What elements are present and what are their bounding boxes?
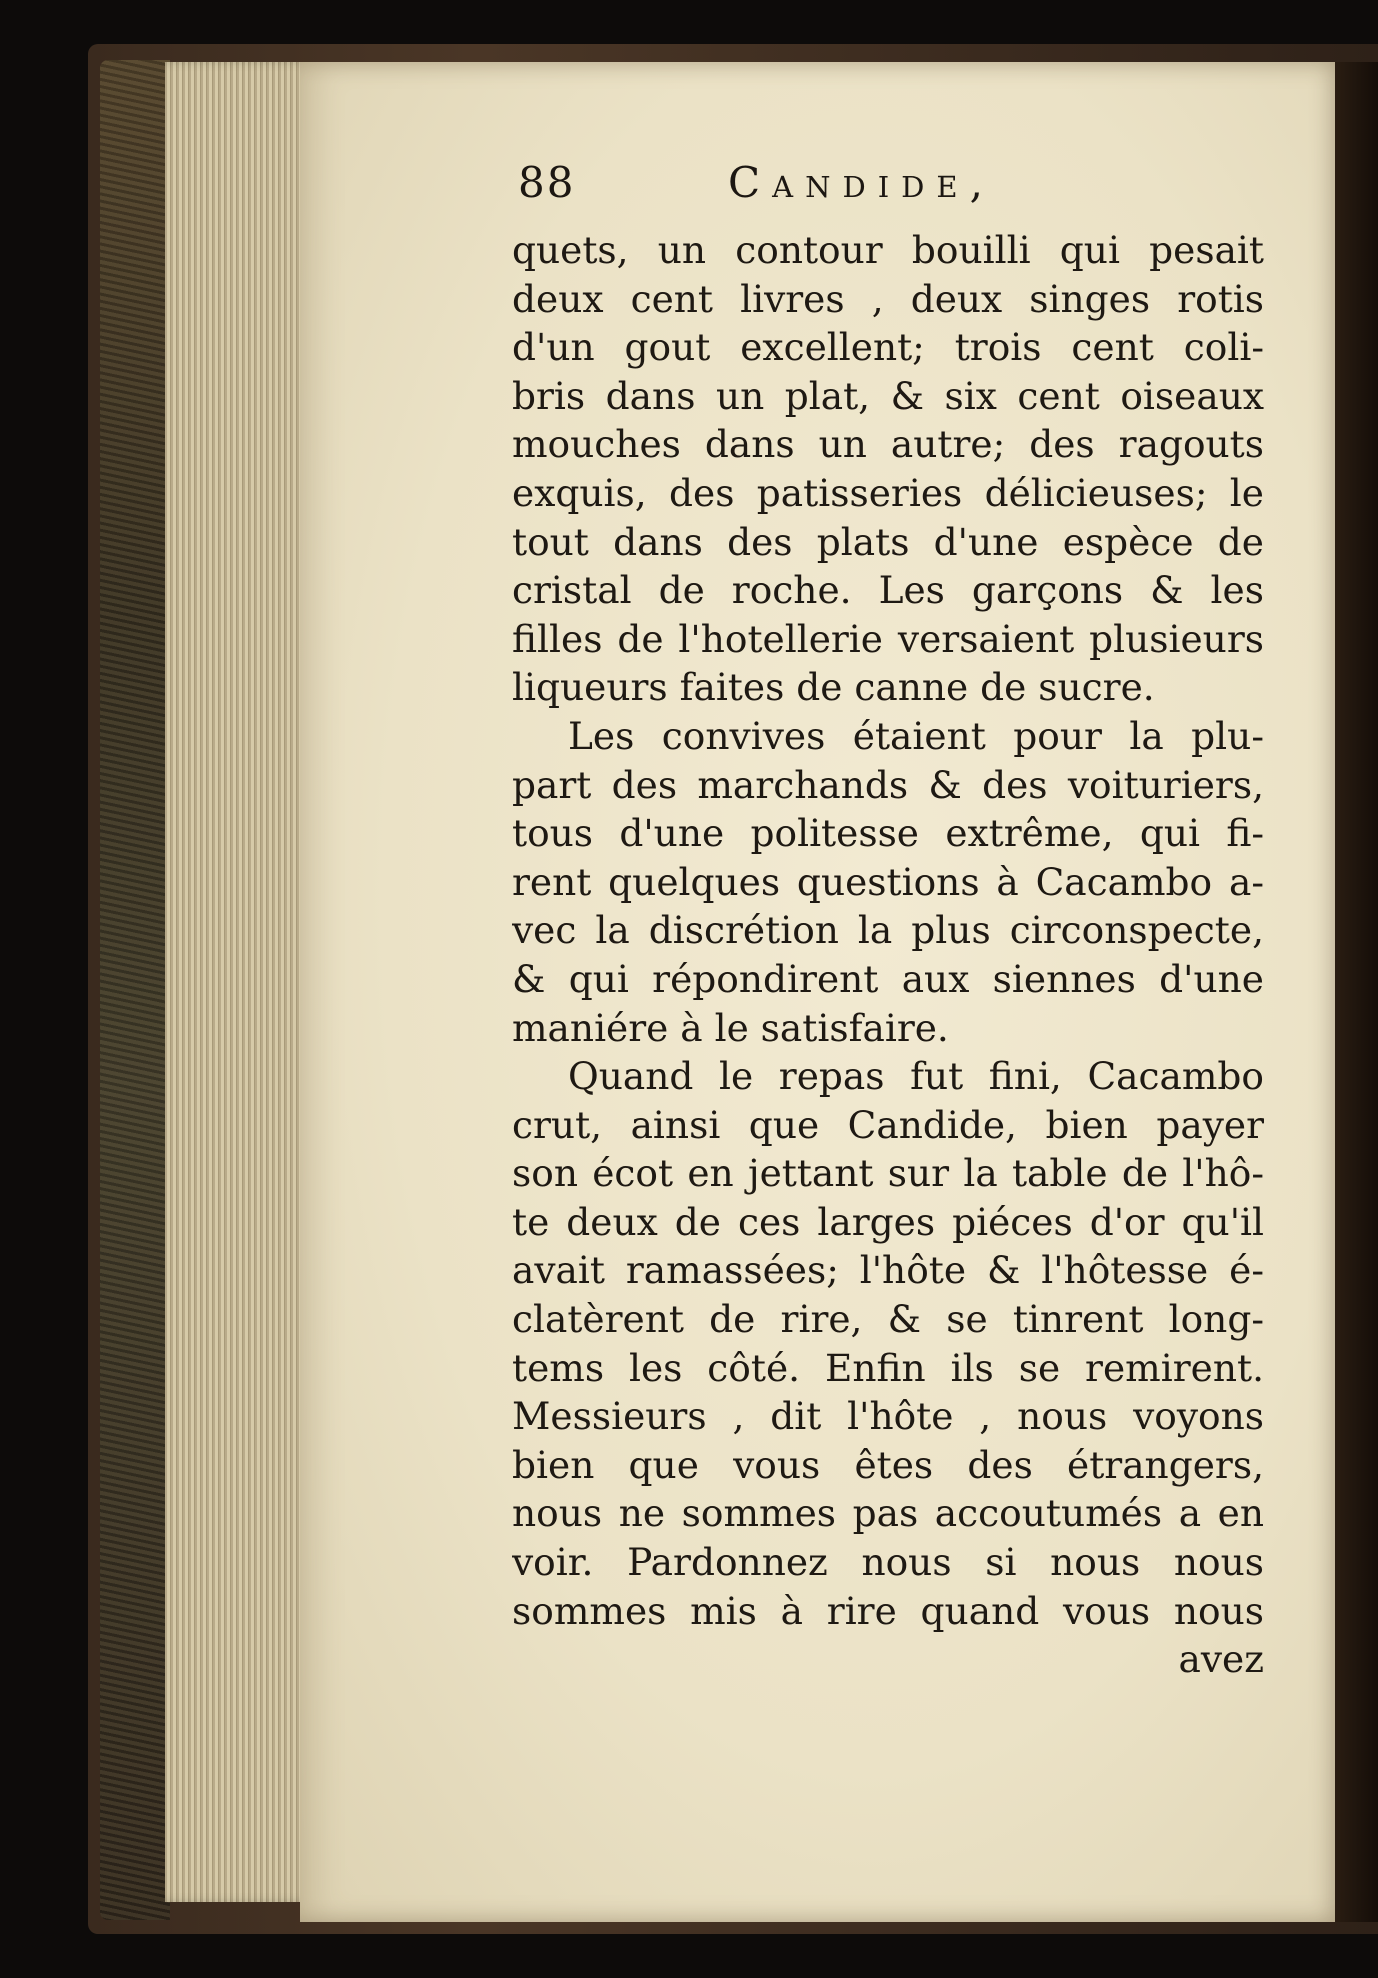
text-line: Messieurs , dit l'hôte , nous voyons <box>512 1394 1264 1439</box>
text-line: filles de l'hotellerie versaient plusieurs <box>512 616 1264 661</box>
text-line: te deux de ces larges piéces d'or qu'il <box>512 1199 1264 1244</box>
running-head: Candide, <box>728 158 995 207</box>
text-line: cristal de roche. Les garçons & les <box>512 568 1264 613</box>
text-line: bris dans un plat, & six cent oiseaux <box>512 373 1264 418</box>
text-line: voir. Pardonnez nous si nous nous <box>512 1540 1264 1585</box>
text-line: mouches dans un autre; des ragouts <box>512 422 1264 467</box>
text-line: bien que vous êtes des étrangers, <box>512 1442 1264 1487</box>
text-line: liqueurs faites de canne de sucre. <box>512 665 1155 710</box>
text-line: part des marchands & des voituriers, <box>512 762 1264 807</box>
text-line: crut, ainsi que Candide, bien payer <box>512 1102 1264 1147</box>
page-number: 88 <box>518 158 576 207</box>
text-line: tems les côté. Enfin ils se remirent. <box>512 1345 1264 1390</box>
text-line: Les convives étaient pour la plu- <box>568 713 1264 758</box>
text-line: son écot en jettant sur la table de l'hô- <box>512 1151 1264 1196</box>
page-edges <box>165 62 315 1902</box>
text-line: vec la discrétion la plus circonspecte, <box>512 908 1264 953</box>
text-line: avait ramassées; l'hôte & l'hôtesse é- <box>512 1248 1264 1293</box>
page-gutter-shadow <box>1335 62 1378 1922</box>
page-header <box>518 158 1098 218</box>
text-line: & qui répondirent aux siennes d'une <box>512 956 1264 1001</box>
text-line: quets, un contour bouilli qui pesait <box>512 228 1264 272</box>
page-body-text <box>512 226 1264 1684</box>
book-binding <box>100 60 170 1920</box>
text-line: maniére à le satisfaire. <box>512 1005 949 1050</box>
text-line: Quand le repas fut fini, Cacambo <box>568 1054 1264 1099</box>
text-line: clatèrent de rire, & se tinrent long- <box>512 1297 1264 1342</box>
catchword: avez <box>1178 1637 1264 1682</box>
text-line: nous ne sommes pas accoutumés a en <box>512 1491 1264 1536</box>
text-line: exquis, des patisseries délicieuses; le <box>512 470 1264 515</box>
text-line: deux cent livres , deux singes rotis <box>512 276 1264 321</box>
text-line: rent quelques questions à Cacambo a- <box>512 859 1264 904</box>
text-line: d'un gout excellent; trois cent coli- <box>512 325 1264 370</box>
text-line: tout dans des plats d'une espèce de <box>512 519 1264 564</box>
text-line: tous d'une politesse extrême, qui fi- <box>512 811 1264 856</box>
text-line: sommes mis à rire quand vous nous <box>512 1588 1264 1633</box>
